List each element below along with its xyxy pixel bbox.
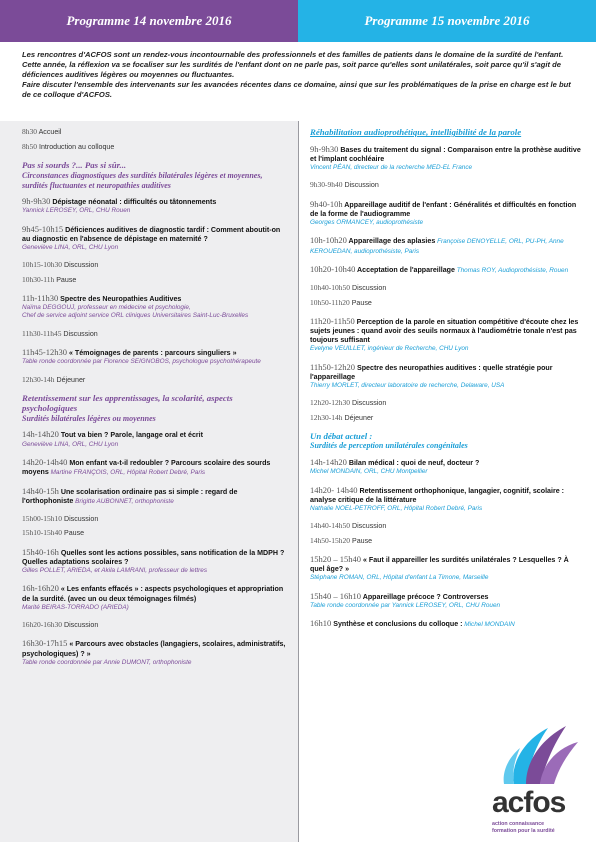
- schedule-item: 16h20-16h30 Discussion: [22, 620, 99, 630]
- schedule-item: 10h15-10h30 Discussion: [22, 260, 99, 270]
- schedule-item: 9h30-9h40 Discussion: [310, 180, 379, 190]
- section-subtitle: Surdités bilatérales légères ou moyennes: [22, 413, 156, 423]
- schedule-item: 14h40-15h Une scolarisation ordinaire pas si simple : regard de l'orthophoniste Brigitte AUBONNET, orthophoniste: [22, 485, 238, 505]
- speaker: Michel MONDAIN: [462, 621, 515, 629]
- schedule-item: 14h-14h20 Bilan médical : quoi de neuf, docteur ? Michel MONDAIN, ORL, CHU Montpellier: [310, 457, 584, 477]
- acfos-logo: [486, 718, 586, 836]
- schedule-item: 9h45-10h15 Déficiences auditives de diagnostic tardif : Comment aboutit-on au diagnostic en l'absence de dépistage en maternité ? Geneviève LINA, ORL, CHU Lyon: [22, 224, 288, 253]
- schedule-item: 14h20-14h40 Mon enfant va-t-il redoubler ? Parcours scolaire des sourds moyens Martine FRANÇOIS, ORL, Hôpital Robert Debré, Paris: [22, 457, 271, 477]
- section-subtitle: Surdités de perception unilatérales congénitales: [310, 441, 468, 451]
- speaker: Thomas ROY, Audioprothésiste, Rouen: [454, 266, 569, 274]
- schedule-item: 10h30-11h Pause: [22, 274, 77, 284]
- speaker: Evelyne VEUILLET, ingénieur de Recherche, CHU Lyon: [310, 345, 469, 353]
- speaker: Yannick LEROSEY, ORL, CHU Rouen: [22, 207, 131, 215]
- intro-paragraph: Les rencontres d'ACFOS sont un rendez-vous incontournable des professionnels et des familles de patients dans le domaine de la surdité de l'enfant. Cette année, la réflexion va se focaliser sur les surdités de l'enfant dont on ne parle pas, soit parce qu'elles sont unilatérales, soit parce qu'il s'agit de déficiences auditives légères ou moyennes ou fluctuantes.: [22, 50, 564, 80]
- section-heading: [310, 431, 584, 451]
- speaker: Michel MONDAIN, ORL, CHU Montpellier: [310, 468, 428, 476]
- speaker: Nathalie NOEL-PETROFF, ORL, Hôpital Robert Debré, Paris: [310, 505, 483, 513]
- schedule-item: 10h50-11h20 Pause: [310, 297, 372, 307]
- schedule-item: 15h20 – 15h40 « Faut il appareiller les surdités unilatérales ? Lesquelles ? À quel âge? » Stéphane ROMAN, ORL, Hôpital d'enfant La Timone, Marseille: [310, 554, 584, 583]
- schedule-item: 16h30-17h15 « Parcours avec obstacles (langagiers, scolaires, administratifs, psychologiques) ? » Table ronde coordonnée par Annie DUMONT, orthophoniste: [22, 638, 288, 667]
- section-heading: [22, 160, 288, 190]
- schedule-item: 12h20-12h30 Discussion: [310, 398, 387, 408]
- speaker: Georges ORMANCEY, audioprothésiste: [310, 218, 424, 226]
- speaker: Geneviève LINA, ORL, CHU Lyon: [22, 244, 119, 252]
- section-title: Un débat actuel :: [310, 430, 373, 441]
- schedule-item: 10h-10h20 Appareillage des aplasies Françoise DENOYELLE, ORL, PU-PH, Anne KEROUEDAN, audioprothésiste, Paris: [310, 235, 564, 255]
- logo-wordmark: acfos: [492, 786, 566, 819]
- schedule-item: 15h40-16h Quelles sont les actions possibles, sans notification de la MDPH ? Quelles adaptations scolaires ? Gilles POLLET, ARIEDA, et Akila LAMRANI, professeur de lettres: [22, 547, 288, 576]
- speaker: Chef de service adjoint service ORL cliniques Universitaires Saint-Luc-Bruxelles: [22, 312, 249, 320]
- section-title: Réhabilitation audioprothétique, intelligibilité de la parole: [310, 127, 522, 137]
- speaker: Thierry MORLET, directeur laboratoire de recherche, Delaware, USA: [310, 382, 505, 390]
- schedule-item: 14h-14h20 Tout va bien ? Parole, langage oral et écrit Geneviève LINA, ORL, CHU Lyon: [22, 429, 288, 449]
- schedule-item: 12h30-14h Déjeuner: [22, 374, 86, 384]
- speaker: Table ronde coordonnée par Florence SEIGNOBOS, psychologue psychothérapeute: [22, 358, 261, 366]
- header-day1-title: Programme 14 novembre 2016: [66, 13, 232, 28]
- speaker: Françoise DENOYELLE, ORL, PU-PH, Anne KEROUEDAN, audioprothésiste, Paris: [310, 238, 564, 255]
- speaker: Brigitte AUBONNET, orthophoniste: [73, 497, 174, 505]
- header-day2-title: Programme 15 novembre 2016: [364, 13, 530, 28]
- header-day2: [298, 0, 596, 42]
- speaker: Vincent PÉAN, directeur de la recherche MED-EL France: [310, 163, 473, 171]
- section-title: Pas si sourds ?... Pas si sûr...: [22, 160, 127, 171]
- schedule-item: 16h10 Synthèse et conclusions du colloque : Michel MONDAIN: [310, 618, 515, 629]
- intro-text: [22, 50, 578, 100]
- logo-swirl-icon: [486, 718, 586, 790]
- schedule-item: 11h30-11h45 Discussion: [22, 328, 98, 338]
- section-heading: [22, 393, 288, 424]
- schedule-item: 9h40-10h Appareillage auditif de l'enfant : Généralités et difficultés en fonction de la forme de l'audiogramme Georges ORMANCEY, audioprothésiste: [310, 199, 584, 228]
- schedule-item: 11h45-12h30 « Témoignages de parents : parcours singuliers » Table ronde coordonnée par Florence SEIGNOBOS, psychologue psychothérapeute: [22, 347, 288, 367]
- speaker: Table ronde coordonnée par Annie DUMONT, orthophoniste: [22, 658, 192, 666]
- speaker: Table ronde coordonnée par Yannick LEROSEY, ORL, CHU Rouen: [310, 601, 501, 609]
- section-title: Retentissement sur les apprentissages, la scolarité, aspects psychologiques: [22, 392, 233, 414]
- speaker: Marité BEIRAS-TORRADO (ARIEDA): [22, 603, 129, 611]
- section-subtitle: Circonstances diagnostiques des surdités bilatérales légères et moyennes, surdités fluctuantes et neuropathies auditives: [22, 170, 263, 190]
- schedule-item: 16h-16h20 « Les enfants effacés » : aspects psychologiques et appropriation de la surdité. (avec un ou deux témoignages filmés) Marité BEIRAS-TORRADO (ARIEDA): [22, 583, 288, 612]
- schedule-item: 10h20-10h40 Acceptation de l'appareillage Thomas ROY, Audioprothésiste, Rouen: [310, 263, 569, 274]
- schedule-item: 14h40-14h50 Discussion: [310, 521, 387, 531]
- logo-tagline: action connaissance: [492, 821, 545, 827]
- speaker: Martine FRANÇOIS, ORL, Hôpital Robert Debré, Paris: [48, 469, 206, 477]
- speaker: Gilles POLLET, ARIEDA, et Akila LAMRANI, professeur de lettres: [22, 566, 208, 574]
- speaker: Stéphane ROMAN, ORL, Hôpital d'enfant La Timone, Marseille: [310, 574, 489, 582]
- schedule-item: 14h20- 14h40 Retentissement orthophonique, langagier, cognitif, scolaire : analyse critique de la littérature Nathalie NOEL-PETROFF, ORL, Hôpital Robert Debré, Paris: [310, 485, 584, 514]
- schedule-item: 8h50 Introduction au colloque: [22, 142, 115, 152]
- schedule-item: 11h20-11h50 Perception de la parole en situation compétitive d'écoute chez les sujets jeunes : quand avoir des seuils normaux à l'audiométrie tonale n'est pas toujours suffisant Evelyne VEUILLET, ingénieur de Recherche, CHU Lyon: [310, 316, 584, 354]
- schedule-item: 15h00-15h10 Discussion: [22, 514, 99, 524]
- schedule-item: 9h-9h30 Dépistage néonatal : difficultés ou tâtonnements Yannick LEROSEY, ORL, CHU Rouen: [22, 196, 288, 216]
- logo-tagline: formation pour la surdité: [492, 828, 555, 834]
- day1-column: [0, 121, 298, 842]
- schedule-item: 10h40-10h50 Discussion: [310, 283, 387, 293]
- header-day1: [0, 0, 298, 42]
- schedule-item: 15h10-15h40 Pause: [22, 528, 85, 538]
- schedule-item: 12h30-14h Déjeuner: [310, 412, 374, 422]
- intro-paragraph: Faire discuter l'ensemble des intervenants sur les avancées récentes dans ce domaine, ainsi que sur les problématiques de la prise en charge est le but de ce colloque d'ACFOS.: [22, 80, 571, 100]
- schedule-item: 15h40 – 16h10 Appareillage précoce ? Controverses Table ronde coordonnée par Yannick LEROSEY, ORL, CHU Rouen: [310, 591, 584, 611]
- schedule-item: 11h50-12h20 Spectre des neuropathies auditives : quelle stratégie pour l'appareillage Thierry MORLET, directeur laboratoire de recherche, Delaware, USA: [310, 362, 584, 391]
- schedule-item: 9h-9h30 Bases du traitement du signal : Comparaison entre la prothèse auditive et l'implant cochléaire Vincent PÉAN, directeur de la recherche MED-EL France: [310, 144, 584, 173]
- speaker: Geneviève LINA, ORL, CHU Lyon: [22, 440, 119, 448]
- schedule-item: 8h30 Accueil: [22, 127, 62, 136]
- schedule-item: 11h-11h30 Spectre des Neuropathies Auditives Naïma DEGGOUJ, professeur en médecine et psychologie, Chef de service adjoint service ORL cliniques Universitaires Saint-Luc-Bruxelles: [22, 293, 288, 321]
- speaker: Naïma DEGGOUJ, professeur en médecine et psychologie,: [22, 304, 191, 312]
- schedule-item: 14h50-15h20 Pause: [310, 535, 373, 545]
